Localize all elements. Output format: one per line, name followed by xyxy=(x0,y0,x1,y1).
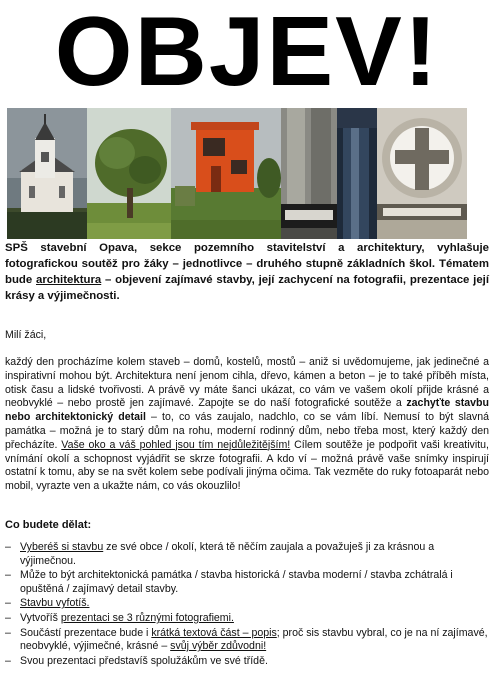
tree-photo xyxy=(87,108,171,239)
task-text-2: ; proč sis stavbu vybral, co je na ní zajímavé, neobvyklé, výjimečné, krásné – xyxy=(20,626,488,653)
para-text-2: – to, co vás zaujalo, nadchlo, co se vám líbí. Nemusí to být slavná památka – možná je to starý dům na rohu, moderní rodinný dům, nebo třeba most, který každý den přecházíte. xyxy=(5,411,490,451)
tasks-heading: Co budete dělat: xyxy=(5,519,92,531)
orange-house-photo xyxy=(171,108,281,239)
task-underline: krátká textová část – popis xyxy=(151,626,277,639)
list-item xyxy=(5,541,489,568)
list-item xyxy=(5,627,489,654)
greeting: Milí žáci, xyxy=(5,329,47,341)
list-item xyxy=(5,612,489,626)
task-text: Svou prezentaci představíš spolužákům ve své třídě. xyxy=(20,654,268,667)
task-underline: Stavbu vyfotíš. xyxy=(20,597,90,610)
cross-window-photo xyxy=(377,108,467,239)
column-photo xyxy=(337,108,377,239)
main-paragraph xyxy=(5,356,489,494)
task-underline: prezentaci se 3 různými fotografiemi. xyxy=(60,611,234,624)
church-photo xyxy=(7,108,87,239)
intro-text-end: – objevení zajímavé stavby, její zachycení na fotografii, prezentace její krásy a výjimečnosti. xyxy=(5,274,489,302)
task-text: Může to být architektonická památka / stavba historická / stavba moderní / stavba zchátralá i opuštěná / zajímavý detail stavby. xyxy=(20,569,453,595)
list-item xyxy=(5,597,489,611)
task-text: Vytvoříš xyxy=(20,611,61,624)
para-text-1: každý den procházíme kolem staveb – domů, kostelů, mostů – aniž si uvědomujeme, jak jedinečné a inspirativní mohou být. Architektura není jenom cihla, dřevo, kámen a beton – je to také příběh místa, otisk času a lidské tvořivosti. A právě vy máte šanci ukázat, co vám ve vašem okolí přijde krásné a neobvyklé – nebo prostě jen zajímavé. Zapojte se do naší fotografické soutěže a xyxy=(5,356,489,410)
intro-topic: architektura xyxy=(36,274,102,286)
task-underline: Vyberéš si stavbu xyxy=(20,541,104,553)
intro-paragraph xyxy=(5,240,489,304)
wall-sign-photo xyxy=(281,108,337,239)
para-text-3: Cílem soutěže je podpořit vaši kreativitu, vnímání okolí a schopnost vyjádřit se skrze fotografii. A kdo ví – možná právě vaše snímky inspirují ostatní k tomu, aby se na svět kolem sebe podívali jinýma očima. Tak vezměte do ruky fotoaparát nebo mobil, vyrazte ven a ukažte nám, co vás okouzlilo! xyxy=(5,438,489,493)
page-title: OBJEV! xyxy=(54,0,440,106)
list-item xyxy=(5,655,489,669)
task-text: ze své obce / okolí, která tě něčím zaujala a považuješ ji za krásnou a výjimečnou. xyxy=(20,541,435,567)
intro-text: SPŠ stavební Opava, sekce pozemního stavitelství a architektury, vyhlašuje fotografickou soutěž pro žáky – jednotlivce – druhého stupně základních škol. Tématem bude xyxy=(5,242,489,286)
task-text: Součástí prezentace bude i xyxy=(20,626,152,639)
task-list xyxy=(5,541,489,669)
task-underline-2: svůj výběr zdůvodni! xyxy=(170,640,267,653)
para-bold: zachyťte stavbu nebo architektonický detail xyxy=(5,397,489,424)
photo-strip xyxy=(7,108,487,239)
list-item xyxy=(5,569,489,596)
para-underline: Vaše oko a váš pohled jsou tím nejdůležitějším! xyxy=(61,438,291,451)
